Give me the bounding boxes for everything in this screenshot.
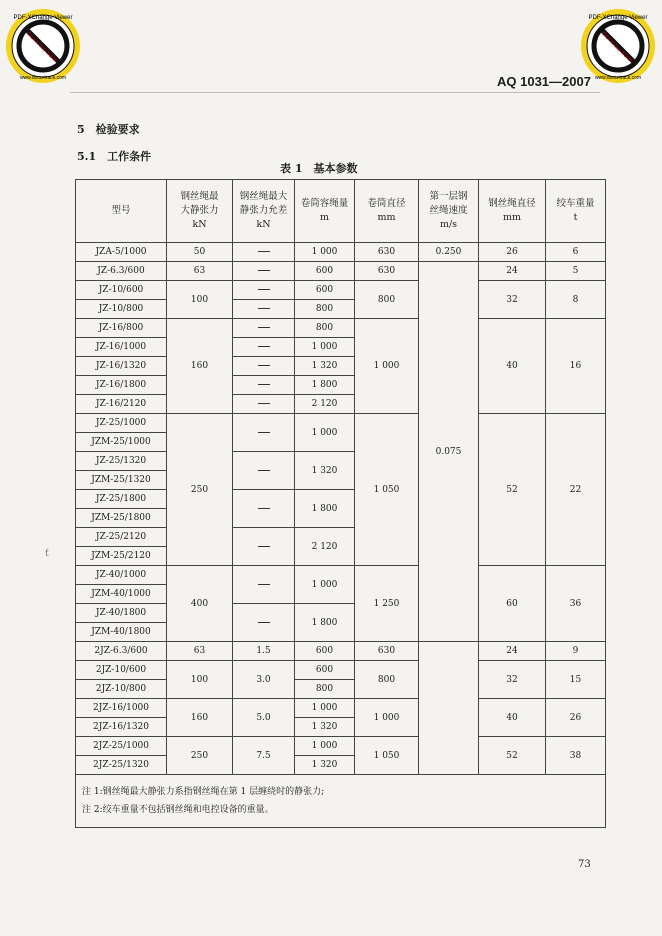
dash-mark [258, 546, 270, 547]
model-cell: JZM-25/1800 [76, 509, 167, 528]
model-cell: 2JZ-25/1000 [76, 737, 167, 756]
model-cell: JZM-40/1000 [76, 585, 167, 604]
capacity-cell: 800 [295, 300, 355, 319]
drum-diameter-cell: 1 000 [355, 699, 419, 737]
tolerance-cell [233, 395, 295, 414]
capacity-cell: 600 [295, 281, 355, 300]
capacity-cell: 800 [295, 680, 355, 699]
capacity-cell: 1 000 [295, 737, 355, 756]
header-tension-tolerance: 钢丝绳最大 静张力允差 kN [233, 180, 295, 243]
header-rope-diameter: 钢丝绳直径 mm [479, 180, 546, 243]
rope-diameter-cell: 60 [479, 566, 546, 642]
table-notes-row [76, 775, 606, 828]
header-divider [70, 92, 600, 93]
model-cell: JZM-25/2120 [76, 547, 167, 566]
max-tension-cell: 100 [167, 281, 233, 319]
capacity-cell: 1 000 [295, 414, 355, 452]
scan-mark: ť [45, 549, 49, 559]
model-cell: JZA-5/1000 [76, 243, 167, 262]
table-row [76, 566, 606, 585]
max-tension-cell: 250 [167, 737, 233, 775]
model-cell: 2JZ-16/1320 [76, 718, 167, 737]
watermark-badge-left[interactable] [5, 8, 81, 84]
drum-diameter-cell: 630 [355, 243, 419, 262]
watermark-badge-right[interactable] [580, 8, 656, 84]
tolerance-cell [233, 338, 295, 357]
section-heading: 5 检验要求 [77, 123, 140, 136]
model-cell: JZ-25/1800 [76, 490, 167, 509]
watermark-subtitle: Click to buy NOW! [600, 30, 634, 64]
header-max-tension: 钢丝绳最 大静张力 kN [167, 180, 233, 243]
table-header-row [76, 180, 606, 243]
header-drum-diameter: 卷筒直径 mm [355, 180, 419, 243]
subsection-heading: 5.1 工作条件 [77, 150, 152, 163]
table-row [76, 699, 606, 718]
header-rope-speed: 第一层钢 丝绳速度 m/s [419, 180, 479, 243]
header-drum-capacity: 卷筒容绳量 m [295, 180, 355, 243]
dash-mark [258, 289, 270, 290]
watermark-url: www.docu-track.com [19, 75, 67, 81]
max-tension-cell: 400 [167, 566, 233, 642]
capacity-cell: 1 320 [295, 756, 355, 775]
capacity-cell: 1 000 [295, 566, 355, 604]
dash-mark [258, 432, 270, 433]
model-cell: JZ-16/800 [76, 319, 167, 338]
max-tension-cell: 250 [167, 414, 233, 566]
table-row [76, 262, 606, 281]
tolerance-cell [233, 262, 295, 281]
weight-cell: 26 [546, 699, 606, 737]
dash-mark [258, 308, 270, 309]
drum-diameter-cell: 630 [355, 262, 419, 281]
rope-diameter-cell: 40 [479, 699, 546, 737]
dash-mark [258, 365, 270, 366]
parameter-table [75, 179, 606, 828]
capacity-cell: 2 120 [295, 395, 355, 414]
rope-diameter-cell: 24 [479, 642, 546, 661]
dash-mark [258, 584, 270, 585]
capacity-cell: 1 000 [295, 338, 355, 357]
note-1: 注 1:钢丝绳最大静张力系指钢丝绳在第 1 层缠绕时的静张力; [82, 787, 325, 797]
weight-cell: 8 [546, 281, 606, 319]
model-cell: 2JZ-10/600 [76, 661, 167, 680]
capacity-cell: 1 000 [295, 243, 355, 262]
model-cell: JZ-25/2120 [76, 528, 167, 547]
header-weight: 绞车重量 t [546, 180, 606, 243]
dash-mark [258, 270, 270, 271]
dash-mark [258, 251, 270, 252]
speed-cell: 0.250 [419, 243, 479, 262]
header-model: 型号 [76, 180, 167, 243]
max-tension-cell: 50 [167, 243, 233, 262]
model-cell: JZ-25/1000 [76, 414, 167, 433]
tolerance-cell: 3.0 [233, 661, 295, 699]
weight-cell: 5 [546, 262, 606, 281]
watermark-title: PDF-XChange Viewer [13, 15, 73, 21]
table-row [76, 642, 606, 661]
watermark-title: PDF-XChange Viewer [588, 15, 648, 21]
rope-diameter-cell: 52 [479, 414, 546, 566]
table-caption: 表 1 基本参数 [280, 162, 358, 175]
weight-cell: 22 [546, 414, 606, 566]
model-cell: JZ-16/1320 [76, 357, 167, 376]
model-cell: JZ-10/800 [76, 300, 167, 319]
rope-diameter-cell: 26 [479, 243, 546, 262]
capacity-cell: 600 [295, 642, 355, 661]
standard-number: AQ 1031—2007 [497, 74, 591, 89]
dash-mark [258, 327, 270, 328]
watermark-subtitle: Click to buy NOW! [25, 30, 59, 64]
rope-diameter-cell: 52 [479, 737, 546, 775]
drum-diameter-cell: 800 [355, 281, 419, 319]
rope-diameter-cell: 32 [479, 661, 546, 699]
page-number: 73 [578, 859, 591, 870]
max-tension-cell: 160 [167, 699, 233, 737]
dash-mark [258, 622, 270, 623]
table-row [76, 319, 606, 338]
speed-cell [419, 642, 479, 775]
model-cell: JZM-40/1800 [76, 623, 167, 642]
table-row [76, 661, 606, 680]
model-cell: JZ-40/1000 [76, 566, 167, 585]
table-notes [76, 775, 606, 828]
drum-diameter-cell: 1 050 [355, 414, 419, 566]
tolerance-cell [233, 414, 295, 452]
tolerance-cell [233, 357, 295, 376]
table-row [76, 243, 606, 262]
drum-diameter-cell: 800 [355, 661, 419, 699]
capacity-cell: 1 320 [295, 452, 355, 490]
weight-cell: 15 [546, 661, 606, 699]
capacity-cell: 1 320 [295, 718, 355, 737]
drum-diameter-cell: 630 [355, 642, 419, 661]
tolerance-cell: 7.5 [233, 737, 295, 775]
capacity-cell: 1 800 [295, 490, 355, 528]
rope-diameter-cell: 24 [479, 262, 546, 281]
capacity-cell: 1 800 [295, 376, 355, 395]
dash-mark [258, 403, 270, 404]
model-cell: JZ-6.3/600 [76, 262, 167, 281]
max-tension-cell: 100 [167, 661, 233, 699]
weight-cell: 6 [546, 243, 606, 262]
model-cell: JZ-25/1320 [76, 452, 167, 471]
model-cell: JZ-16/2120 [76, 395, 167, 414]
capacity-cell: 1 000 [295, 699, 355, 718]
capacity-cell: 800 [295, 319, 355, 338]
model-cell: JZ-40/1800 [76, 604, 167, 623]
weight-cell: 38 [546, 737, 606, 775]
model-cell: 2JZ-10/800 [76, 680, 167, 699]
tolerance-cell [233, 319, 295, 338]
model-cell: JZ-16/1000 [76, 338, 167, 357]
table-row [76, 414, 606, 433]
tolerance-cell [233, 452, 295, 490]
tolerance-cell [233, 243, 295, 262]
tolerance-cell [233, 300, 295, 319]
max-tension-cell: 160 [167, 319, 233, 414]
max-tension-cell: 63 [167, 642, 233, 661]
tolerance-cell [233, 528, 295, 566]
capacity-cell: 2 120 [295, 528, 355, 566]
tolerance-cell: 1.5 [233, 642, 295, 661]
capacity-cell: 600 [295, 661, 355, 680]
tolerance-cell [233, 281, 295, 300]
model-cell: 2JZ-25/1320 [76, 756, 167, 775]
max-tension-cell: 63 [167, 262, 233, 281]
drum-diameter-cell: 1 050 [355, 737, 419, 775]
capacity-cell: 1 800 [295, 604, 355, 642]
dash-mark [258, 470, 270, 471]
weight-cell: 16 [546, 319, 606, 414]
dash-mark [258, 346, 270, 347]
weight-cell: 36 [546, 566, 606, 642]
model-cell: 2JZ-16/1000 [76, 699, 167, 718]
drum-diameter-cell: 1 000 [355, 319, 419, 414]
model-cell: 2JZ-6.3/600 [76, 642, 167, 661]
capacity-cell: 1 320 [295, 357, 355, 376]
tolerance-cell [233, 490, 295, 528]
note-2: 注 2:绞车重量不包括钢丝绳和电控设备的重量。 [82, 805, 274, 815]
table-row [76, 281, 606, 300]
speed-cell: 0.075 [419, 262, 479, 642]
tolerance-cell [233, 376, 295, 395]
model-cell: JZ-16/1800 [76, 376, 167, 395]
tolerance-cell: 5.0 [233, 699, 295, 737]
weight-cell: 9 [546, 642, 606, 661]
watermark-url: www.docu-track.com [594, 75, 642, 81]
table-row [76, 737, 606, 756]
dash-mark [258, 508, 270, 509]
capacity-cell: 600 [295, 262, 355, 281]
tolerance-cell [233, 604, 295, 642]
dash-mark [258, 384, 270, 385]
tolerance-cell [233, 566, 295, 604]
drum-diameter-cell: 1 250 [355, 566, 419, 642]
rope-diameter-cell: 40 [479, 319, 546, 414]
model-cell: JZM-25/1320 [76, 471, 167, 490]
model-cell: JZ-10/600 [76, 281, 167, 300]
rope-diameter-cell: 32 [479, 281, 546, 319]
model-cell: JZM-25/1000 [76, 433, 167, 452]
